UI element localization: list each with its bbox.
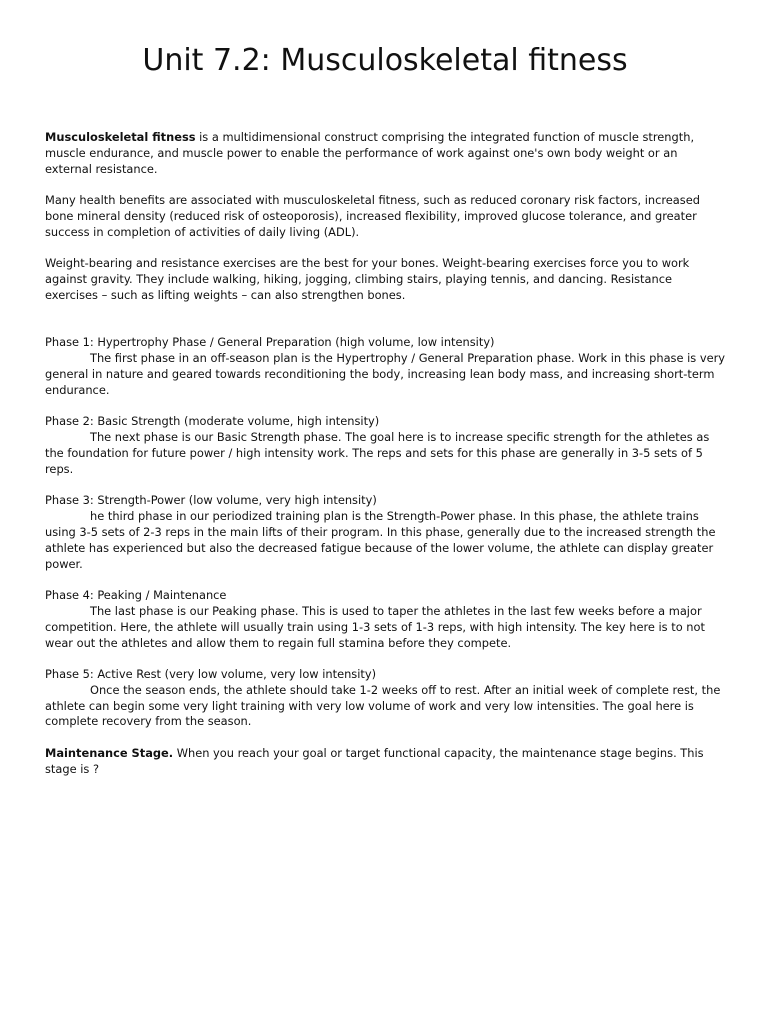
phase-4-body: The last phase is our Peaking phase. This is used to taper the athletes in the last few weeks before a major competition. Here, the athlete will usually train using 1-3 sets of 1-3 reps, with high intensity. The key here is to not wear out the athletes and allow them to regain full stamina before they compete. bbox=[45, 603, 705, 650]
maintenance-term: Maintenance Stage. bbox=[45, 746, 174, 761]
maintenance-paragraph bbox=[45, 746, 725, 778]
intro-definition: is a multidimensional construct comprising the integrated function of muscle strength, muscle endurance, and muscle power to enable the performance of work against one's own body weight or an external resistance. bbox=[45, 130, 695, 176]
phase-2-heading: Phase 2: Basic Strength (moderate volume, high intensity) bbox=[45, 414, 380, 429]
document-page bbox=[45, 0, 725, 778]
page-title: Unit 7.2: Musculoskeletal fitness bbox=[142, 43, 628, 78]
phase-5-heading: Phase 5: Active Rest (very low volume, very low intensity) bbox=[45, 667, 377, 682]
phase-5-body: Once the season ends, the athlete should take 1-2 weeks off to rest. After an initial week of complete rest, the athlete can begin some very light training with very low volume of work and very low intensities. The goal here is complete recovery from the season. bbox=[45, 682, 721, 729]
phase-1-body: The first phase in an off-season plan is the Hypertrophy / General Preparation phase. Work in this phase is very general in nature and geared towards reconditioning the body, increasing lean body mass, and increasing short-term endurance. bbox=[45, 351, 726, 397]
benefits-paragraph: Many health benefits are associated with musculoskeletal fitness, such as reduced coronary risk factors, increased bone mineral density (reduced risk of osteoporosis), increased flexibility, improved glucose tolerance, and greater success in completion of activities of daily living (ADL). bbox=[45, 193, 700, 239]
maintenance-text: When you reach your goal or target functional capacity, the maintenance stage begins. This stage is ? bbox=[45, 746, 704, 776]
exercises-paragraph: Weight-bearing and resistance exercises are the best for your bones. Weight-bearing exercises force you to work against gravity. They include walking, hiking, jogging, climbing stairs, playing tennis, and dancing. Resistance exercises – such as lifting weights – can also strengthen bones. bbox=[45, 256, 690, 302]
intro-paragraph bbox=[45, 130, 725, 177]
intro-term: Musculoskeletal fitness bbox=[45, 130, 196, 144]
phase-3-body: he third phase in our periodized training plan is the Strength-Power phase. In this phase, the athlete trains using 3-5 sets of 2-3 reps in the main lifts of their program. In this phase, generally due to the increased strength the athlete has experienced but also the decreased fatigue because of the lower volume, the athlete can display greater power. bbox=[45, 509, 716, 571]
phase-3-heading: Phase 3: Strength-Power (low volume, very high intensity) bbox=[45, 493, 377, 508]
phase-1-heading: Phase 1: Hypertrophy Phase / General Preparation (high volume, low intensity) bbox=[45, 335, 495, 350]
phase-4-heading: Phase 4: Peaking / Maintenance bbox=[45, 588, 227, 603]
phase-2-body: The next phase is our Basic Strength phase. The goal here is to increase specific strength for the athletes as the foundation for future power / high intensity work. The reps and sets for this phase are generally in 3-5 sets of 5 reps. bbox=[45, 430, 710, 476]
